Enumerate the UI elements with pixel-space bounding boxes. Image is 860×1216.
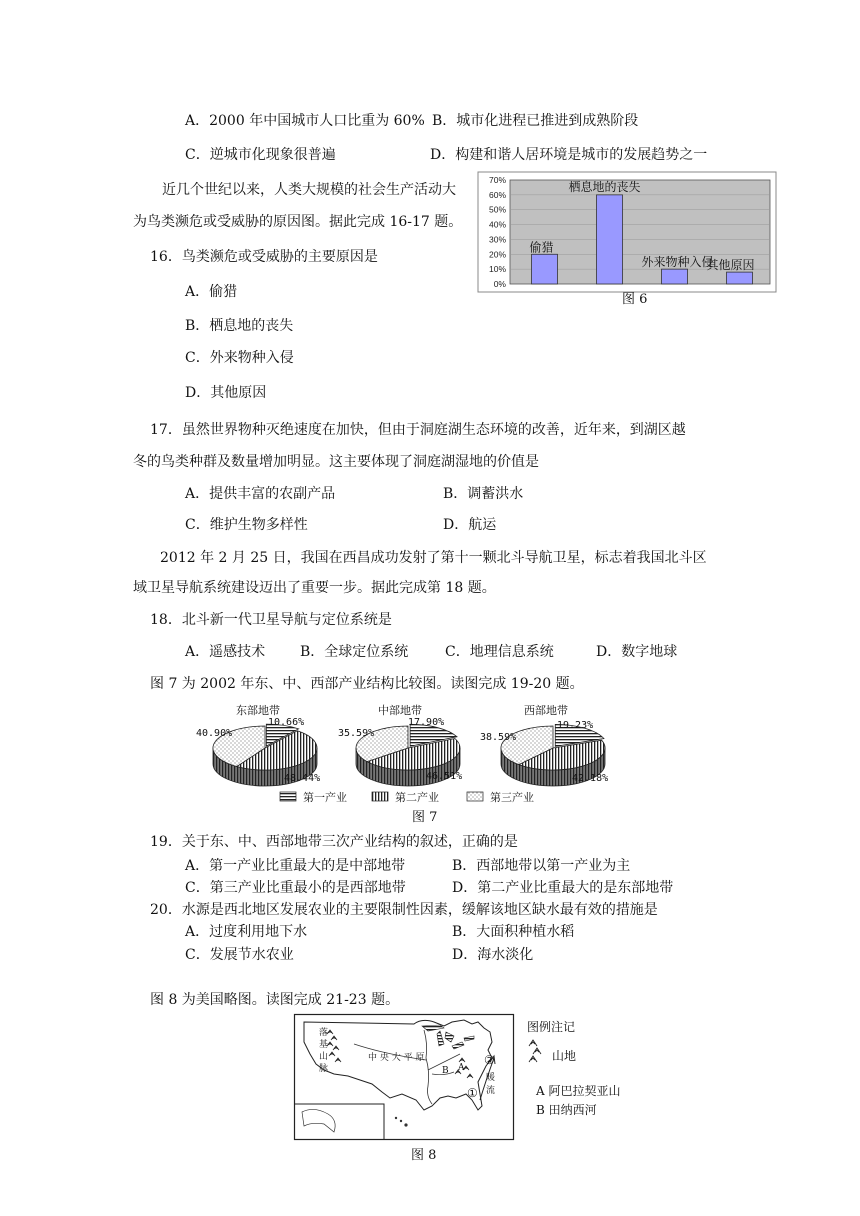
q17-option-a: A．提供丰富的农副产品	[185, 486, 336, 502]
map-label-rocky-4: 脉	[319, 1064, 329, 1074]
map-label-a: A	[458, 1063, 465, 1073]
bar-label-0: 偷猎	[529, 240, 554, 255]
q16-option-b: B．栖息地的丧失	[185, 318, 294, 334]
bar-label-1: 栖息地的丧失	[568, 179, 641, 194]
q20-option-d: D．海水淡化	[452, 947, 534, 963]
q16-option-c: C．外来物种入侵	[185, 350, 294, 366]
y-tick-label: 50%	[488, 204, 506, 215]
bar-2	[662, 269, 688, 284]
pie-east-tertiary: 40.90%	[196, 728, 233, 739]
pie-west-secondary: 42.18%	[572, 773, 609, 784]
pie-central-primary: 17.90%	[408, 717, 445, 728]
pie-central-tertiary: 35.59%	[338, 728, 375, 739]
pie-central-title: 中部地带	[378, 704, 422, 717]
q18-option-c: C．地理信息系统	[445, 644, 554, 660]
y-tick-label: 60%	[488, 189, 506, 200]
q20-option-c: C．发展节水农业	[185, 947, 294, 963]
intro-19: 图 7 为 2002 年东、中、西部产业结构比较图。读图完成 19-20 题。	[150, 676, 584, 692]
map-label-rocky-1: 落	[319, 1028, 329, 1038]
legend-secondary-label: 第二产业	[395, 791, 439, 804]
legend-primary-label: 第一产业	[303, 791, 347, 804]
q17-line2: 冬的鸟类种群及数量增加明显。这主要体现了洞庭湖湿地的价值是	[133, 454, 539, 470]
pie-west-title: 西部地带	[524, 704, 568, 717]
figure-8-caption: 图 8	[411, 1148, 437, 1163]
y-tick-label: 20%	[488, 249, 506, 260]
bar-label-2: 外来物种入侵	[641, 255, 714, 270]
legend-swatch-tertiary	[467, 792, 483, 801]
map-label-rocky-3: 山	[319, 1052, 329, 1062]
q19-option-a: A．第一产业比重最大的是中部地带	[185, 858, 406, 874]
bar-0	[532, 254, 558, 284]
y-tick-label: 70%	[488, 175, 506, 185]
map-label-circle-1: ①	[467, 1086, 478, 1100]
figure-6-bar-chart	[478, 172, 778, 294]
q18-option-b: B．全球定位系统	[300, 644, 409, 660]
q18-option-a: A．遥感技术	[185, 644, 266, 660]
legend-swatch-secondary	[372, 792, 388, 801]
q18-stem: 18．北斗新一代卫星导航与定位系统是	[150, 612, 392, 628]
q15-option-c: C．逆城市化现象很普遍	[185, 147, 336, 163]
q16-option-a: A．偷猎	[185, 284, 238, 300]
y-tick-label: 40%	[488, 219, 506, 230]
intro-16-line2: 为鸟类濒危或受威胁的原因图。据此完成 16-17 题。	[133, 214, 463, 230]
map-label-warm-1: 暖	[486, 1073, 496, 1083]
map-label-warm-2: 流	[486, 1086, 496, 1096]
q16-stem: 16．鸟类濒危或受威胁的主要原因是	[150, 249, 378, 265]
bar-label-3: 其他原因	[706, 258, 755, 273]
y-tick-label: 0%	[493, 279, 506, 289]
legend-swatch-primary	[280, 792, 296, 801]
map-label-rocky-2: 基	[319, 1040, 329, 1050]
legend-mountain-icon	[527, 1038, 545, 1064]
map-legend-a: A 阿巴拉契亚山	[536, 1084, 621, 1098]
q17-option-c: C．维护生物多样性	[185, 517, 308, 533]
map-label-b: B	[442, 1066, 449, 1076]
figure-7-caption: 图 7	[412, 810, 438, 825]
q15-option-a: A．2000 年中国城市人口比重为 60%	[185, 113, 425, 129]
q19-option-b: B．西部地带以第一产业为主	[452, 858, 631, 874]
map-legend-title: 图例注记	[527, 1020, 576, 1034]
q18-option-d: D．数字地球	[596, 644, 678, 660]
q20-stem: 20．水源是西北地区发展农业的主要限制性因素，缓解该地区缺水最有效的措施是	[150, 902, 658, 918]
intro-16-line1: 近几个世纪以来，人类大规模的社会生产活动大	[162, 182, 456, 198]
q17-option-d: D．航运	[443, 517, 497, 533]
intro-21: 图 8 为美国略图。读图完成 21-23 题。	[150, 992, 400, 1008]
pie-west-tertiary: 38.59%	[480, 732, 517, 743]
q15-option-b: B．城市化进程已推进到成熟阶段	[432, 113, 639, 129]
map-legend-mountain: 山地	[552, 1049, 577, 1063]
pie-east-title: 东部地带	[236, 704, 280, 717]
q17-option-b: B．调蓄洪水	[443, 486, 524, 502]
q19-option-c: C．第三产业比重最小的是西部地带	[185, 880, 406, 896]
q19-stem: 19．关于东、中、西部地带三次产业结构的叙述，正确的是	[150, 834, 518, 850]
pie-central-secondary: 46.51%	[426, 771, 463, 782]
intro-18-line1: 2012 年 2 月 25 日，我国在西昌成功发射了第十一颗北斗导航卫星，标志着我国北斗区	[160, 550, 707, 566]
map-label-circle-2: ②	[484, 1053, 495, 1067]
y-tick-label: 10%	[488, 264, 506, 275]
intro-18-line2: 域卫星导航系统建设迈出了重要一步。据此完成第 18 题。	[133, 580, 496, 596]
figure-6-caption: 图 6	[622, 292, 648, 307]
pie-west-primary: 19.23%	[557, 720, 594, 731]
q19-option-d: D．第二产业比重最大的是东部地带	[452, 880, 674, 896]
q15-option-d: D．构建和谐人居环境是城市的发展趋势之一	[430, 147, 708, 163]
pie-east-secondary: 48.44%	[284, 773, 321, 784]
q20-option-b: B．大面积种植水稻	[452, 924, 575, 940]
legend-tertiary-label: 第三产业	[490, 791, 534, 804]
bar-1	[597, 195, 623, 284]
bar-3	[727, 272, 753, 284]
map-legend-b: B 田纳西河	[536, 1103, 597, 1117]
pie-east-primary: 10.66%	[268, 717, 305, 728]
q17-line1: 17．虽然世界物种灭绝速度在加快，但由于洞庭湖生态环境的改善，近年来，到湖区越	[150, 422, 686, 438]
y-tick-label: 30%	[488, 234, 506, 245]
q16-option-d: D．其他原因	[185, 385, 267, 401]
map-label-central-plain: 中 央 大 平 原	[368, 1053, 425, 1063]
q20-option-a: A．过度利用地下水	[185, 924, 308, 940]
